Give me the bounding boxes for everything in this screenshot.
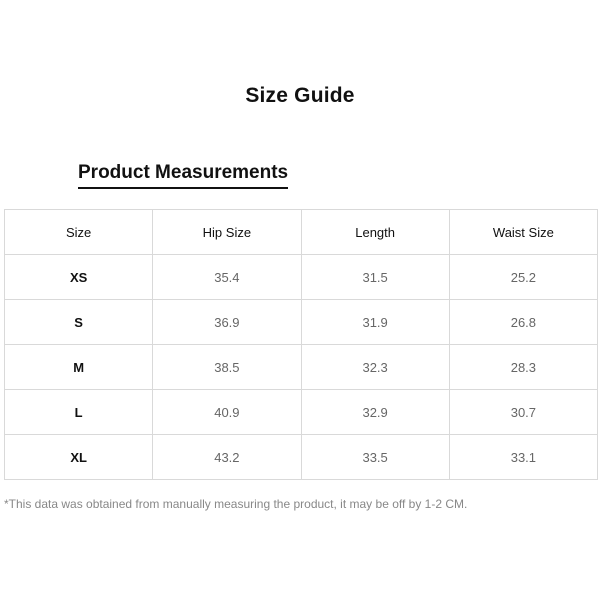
cell-waist-size: 28.3 <box>449 345 597 390</box>
cell-hip-size: 36.9 <box>153 300 301 345</box>
cell-size: L <box>5 390 153 435</box>
cell-length: 31.9 <box>301 300 449 345</box>
cell-length: 31.5 <box>301 255 449 300</box>
header-length: Length <box>301 210 449 255</box>
table-row <box>5 390 598 435</box>
cell-size: S <box>5 300 153 345</box>
cell-length: 32.3 <box>301 345 449 390</box>
header-size: Size <box>5 210 153 255</box>
cell-hip-size: 43.2 <box>153 435 301 480</box>
table-row <box>5 255 598 300</box>
cell-waist-size: 33.1 <box>449 435 597 480</box>
page-title: Size Guide <box>245 84 355 107</box>
section-heading: Product Measurements <box>78 162 288 189</box>
header-hip-size: Hip Size <box>153 210 301 255</box>
cell-size: M <box>5 345 153 390</box>
cell-waist-size: 25.2 <box>449 255 597 300</box>
measurements-table-container <box>4 209 598 480</box>
table-row <box>5 345 598 390</box>
cell-length: 32.9 <box>301 390 449 435</box>
cell-size: XS <box>5 255 153 300</box>
cell-waist-size: 30.7 <box>449 390 597 435</box>
cell-size: XL <box>5 435 153 480</box>
table-row <box>5 300 598 345</box>
header-waist-size: Waist Size <box>449 210 597 255</box>
cell-hip-size: 35.4 <box>153 255 301 300</box>
measurements-table <box>4 209 598 480</box>
cell-hip-size: 38.5 <box>153 345 301 390</box>
measurement-disclaimer: *This data was obtained from manually measuring the product, it may be off by 1-2 CM. <box>4 497 468 511</box>
cell-hip-size: 40.9 <box>153 390 301 435</box>
cell-waist-size: 26.8 <box>449 300 597 345</box>
table-row <box>5 435 598 480</box>
cell-length: 33.5 <box>301 435 449 480</box>
table-header-row <box>5 210 598 255</box>
